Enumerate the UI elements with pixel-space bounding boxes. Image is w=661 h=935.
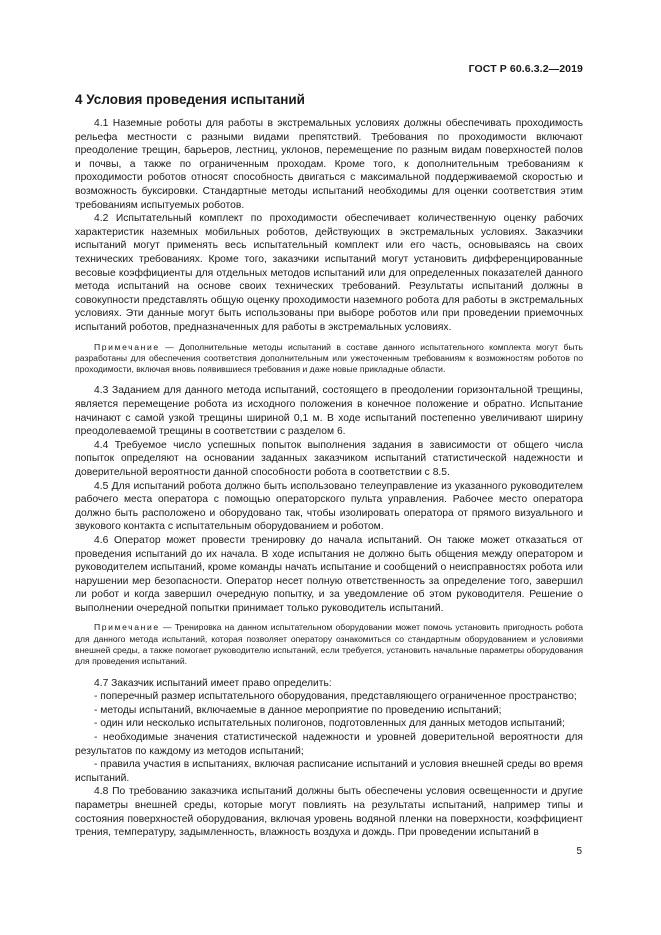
paragraph-4-3: 4.3 Заданием для данного метода испытаний, состоящего в преодолении горизонтальной трещины, является перемещение робота из исходного положения в конечное положение и обратно. Испытание начинают с самой узкой трещины шириной 0,1 м. В ходе испытаний постепенно увеличивают ширину преодолеваемой трещины в соответствии с разделом 6. bbox=[75, 385, 583, 438]
section-title: 4 Условия проведения испытаний bbox=[75, 92, 305, 107]
paragraph-4-7: 4.7 Заказчик испытаний имеет право определить: bbox=[94, 677, 332, 689]
list-item: - методы испытаний, включаемые в данное мероприятие по проведению испытаний; bbox=[94, 704, 502, 716]
paragraph-4-1: 4.1 Наземные роботы для работы в экстремальных условиях должны обеспечивать проходимость рельефа местности с разными видами препятствий. Требования по проходимости включают преодоление трещин, барьеров, лестниц, уклонов, перемещение по разным видам поверхностей полов и почвы, а также по ограниченным проходам. Кроме того, к дополнительным требованиям к проходимости роботов относят способность двигаться с максимальной поддерживаемой скоростью и возможность буксировки. Стандартные методы испытаний необходимы для оценки соответствия этим требованиям испытуемых роботов. bbox=[75, 118, 583, 211]
paragraph-4-4: 4.4 Требуемое число успешных попыток выполнения задания в зависимости от общего числа попыток определяют на основании заданных заказчиком испытаний статистической надежности и доверительной вероятности данной способности робота в соответствии с 8.5. bbox=[75, 439, 583, 478]
list-item: - поперечный размер испытательного оборудования, представляющего ограниченное пространство; bbox=[94, 691, 577, 703]
note-text: — Дополнительные методы испытаний в составе данного испытательного комплекта могут быть разработаны для обеспечения соответствия дополнительным или ужесточенным требованиям к возможностям роботов по проходимости, включая вновь появившиеся требования и даже новые прикладные области. bbox=[75, 341, 583, 375]
list-item: - необходимые значения статистической надежности и уровней доверительной вероятности для результатов по каждому из методов испытаний; bbox=[75, 732, 583, 757]
note-label: Примечание bbox=[94, 622, 160, 633]
note-1 bbox=[75, 342, 583, 376]
paragraph-4-5: 4.5 Для испытаний робота должно быть использовано телеуправление из указанного руководителем рабочего места оператора с помощью операторского пульта управления. Рабочее место оператора должно быть расположено и оборудовано так, чтобы изолировать оператора от прямого визуального и звукового контакта с испытательным оборудованием и роботом. bbox=[75, 480, 583, 533]
page-number: 5 bbox=[576, 846, 582, 857]
paragraph-4-2: 4.2 Испытательный комплект по проходимости обеспечивает количественную оценку рабочих характеристик наземных мобильных роботов, действующих в экстремальных условиях. Заказчики испытаний могут применять весь испытательный комплект или его часть, основываясь на своих технических требованиях. Кроме того, заказчики испытаний могут установить дифференцированные весовые коэффициенты для отдельных методов испытаний или для определенных показателей данного метода испытаний на основе своих технических требований. Результаты испытаний должны в совокупности представлять общую оценку проходимости наземного робота для работы в экстремальных условиях. Эти данные могут быть использованы при выборе роботов или при проведении приемочных испытаний роботов, предназначенных для работы в экстремальных условиях. bbox=[75, 213, 583, 333]
note-text: — Тренировка на данном испытательном оборудовании может помочь установить пригодность робота для данного метода испытаний, которая позволяет оператору ознакомиться со стандартным оборудованием и условиями внешней среды, а также помогает руководителю испытаний, если требуется, установить начальные параметры оборудования для проведения испытаний. bbox=[75, 622, 583, 667]
note-2 bbox=[75, 622, 583, 667]
list-item: - правила участия в испытаниях, включая расписание испытаний и условия внешней среды во время испытаний. bbox=[75, 759, 583, 784]
paragraph-4-6: 4.6 Оператор может провести тренировку до начала испытаний. Он также может отказаться от проведения испытаний до их начала. В ходе испытания не должно быть общения между оператором и руководителем испытаний, кроме команды начать испытание и сообщений о неисправностях робота или нарушении мер безопасности. Оператор несет полную ответственность за определение того, завершил ли робот и когда завершил очередную попытку, и за уведомление об этом руководителя. Решение о выполнении очередной попытки принимает только руководитель испытаний. bbox=[75, 534, 583, 614]
list-item: - один или несколько испытательных полигонов, подготовленных для данных методов испытаний; bbox=[94, 718, 565, 730]
document-code: ГОСТ Р 60.6.3.2—2019 bbox=[468, 63, 583, 75]
note-label: Примечание bbox=[94, 341, 160, 352]
page-content bbox=[75, 92, 583, 840]
paragraph-4-8: 4.8 По требованию заказчика испытаний должны быть обеспечены условия освещенности и другие параметры внешней среды, которые могут повлиять на результаты испытаний, например типы и состояния поверхностей оборудования, включая уровень водяной пленки на поверхности, коэффициент трения, температуру, задымленность, влажность воздуха и дождь. При проведении испытаний в bbox=[75, 786, 583, 839]
